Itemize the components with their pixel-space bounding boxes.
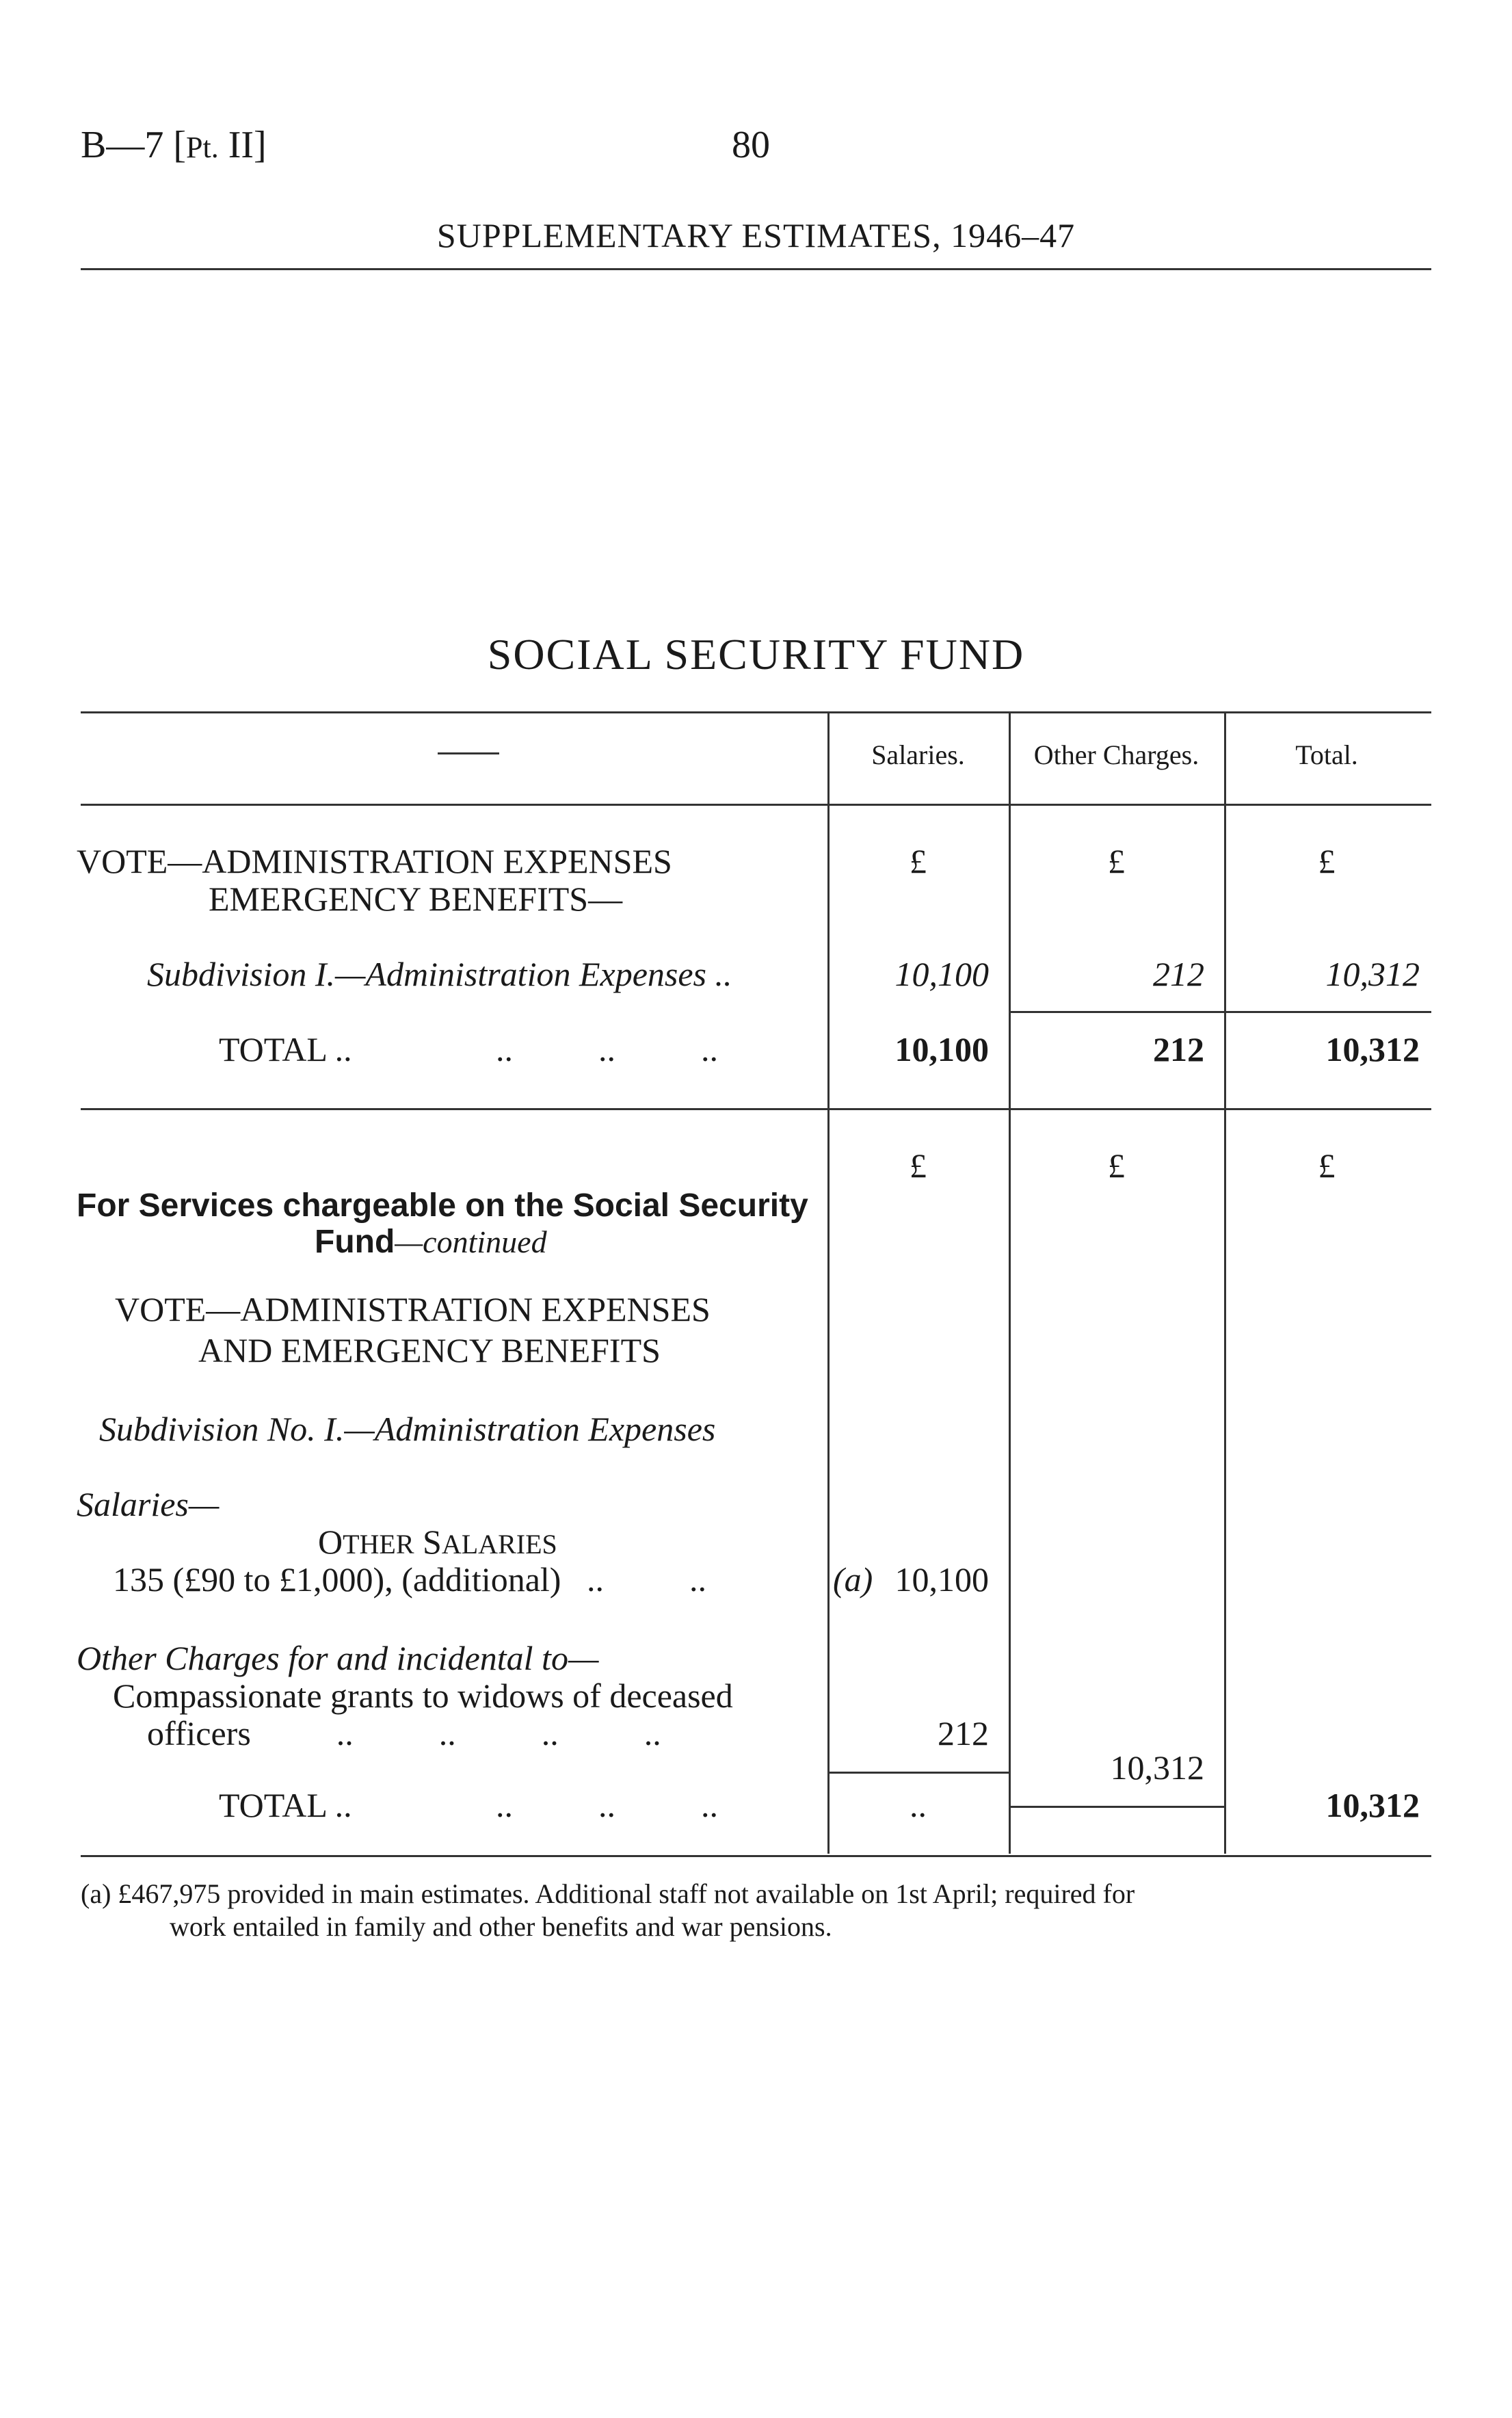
- section1-vote-line1: VOTE—ADMINISTRATION EXPENSES: [77, 842, 672, 880]
- section1-currency-salaries: £: [910, 842, 927, 880]
- section2-services-line2: [315, 1221, 547, 1261]
- section1-total-salaries: 10,100: [894, 1030, 989, 1068]
- column-header-other-charges: Other Charges.: [1033, 739, 1199, 770]
- column-divider-salaries: [827, 711, 830, 1854]
- section2-other-subtotal-rule: [1009, 1806, 1224, 1808]
- section2-salary-entry: [833, 1560, 873, 1599]
- section1-subdivision-other: 212: [1153, 955, 1204, 993]
- section2-currency-other: £: [1108, 1146, 1125, 1185]
- section2-total-total: 10,312: [1325, 1786, 1420, 1824]
- document-reference: [81, 123, 267, 167]
- other-salaries-s: S: [423, 1523, 442, 1561]
- ref-prefix: B—7 [: [81, 124, 186, 166]
- table-top-rule: [81, 711, 1431, 713]
- column-header-salaries: Salaries.: [871, 739, 965, 770]
- section2-subdivision: Subdivision No. I.—Administration Expenses: [99, 1410, 716, 1448]
- salary-footnote-marker: (a): [833, 1560, 873, 1599]
- section1-vote-line2: EMERGENCY BENEFITS—: [209, 880, 623, 918]
- section1-total-leaders: .. .. ..: [496, 1030, 718, 1068]
- section2-other-subtotal: 10,312: [1110, 1748, 1204, 1787]
- column-header-rule: [81, 804, 1431, 806]
- ref-part: Pt.: [186, 131, 219, 164]
- section2-currency-total: £: [1318, 1146, 1336, 1185]
- table-bottom-rule: [81, 1855, 1431, 1857]
- section2-grants-line2: officers .. .. .. ..: [147, 1714, 661, 1752]
- footnote-line2: work entailed in family and other benefits and war pensions.: [170, 1911, 832, 1942]
- section2-services-continued: —continued: [395, 1224, 547, 1259]
- header-rule: [81, 268, 1431, 270]
- section1-subtotal-rule: [1009, 1011, 1431, 1013]
- section2-total-label: TOTAL ..: [219, 1786, 352, 1824]
- column-divider-other: [1009, 711, 1011, 1854]
- page-title: SUPPLEMENTARY ESTIMATES, 1946–47: [436, 216, 1076, 254]
- column-header-total: Total.: [1295, 739, 1358, 770]
- section2-grants-line1: Compassionate grants to widows of deceased: [113, 1677, 733, 1715]
- section2-other-heading: Other Charges for and incidental to—: [77, 1639, 599, 1677]
- section2-salaries-subtotal-rule: [827, 1772, 1009, 1774]
- fund-title: SOCIAL SECURITY FUND: [487, 630, 1025, 679]
- footnote-line1: (a) £467,975 provided in main estimates. Additional staff not available on 1st April; required for: [81, 1878, 1135, 1909]
- section1-currency-other: £: [1108, 842, 1125, 880]
- section1-subdivision-label: Subdivision I.—Administration Expenses ..: [147, 955, 732, 993]
- other-salaries-o: O: [318, 1523, 343, 1561]
- footnote: [81, 1878, 1435, 1943]
- section1-total-total: 10,312: [1325, 1030, 1420, 1068]
- page-number: 80: [732, 124, 770, 166]
- section2-salary-value: 10,100: [894, 1560, 989, 1599]
- section2-currency-salaries: £: [910, 1146, 927, 1185]
- section2-salaries-heading: Salaries—: [77, 1485, 220, 1523]
- column-divider-total: [1224, 711, 1226, 1854]
- section1-currency-total: £: [1318, 842, 1336, 880]
- section2-salary-item: 135 (£90 to £1,000), (additional) .. ..: [113, 1560, 706, 1599]
- section1-total-text: TOTAL ..: [219, 1030, 352, 1068]
- section1-subdivision-salaries: 10,100: [894, 955, 989, 993]
- section2-grants-value: 212: [938, 1714, 989, 1752]
- other-salaries-alaries: ALARIES: [441, 1529, 557, 1560]
- section2-vote-line2: AND EMERGENCY BENEFITS: [198, 1331, 661, 1369]
- section2-other-salaries-heading: [318, 1522, 557, 1562]
- section2-services-fund: Fund: [315, 1224, 395, 1260]
- section2-total-salaries: ..: [910, 1786, 927, 1824]
- section2-vote-line1: VOTE—ADMINISTRATION EXPENSES: [115, 1290, 711, 1328]
- other-salaries-ther: THER: [343, 1529, 414, 1560]
- ref-suffix: II]: [218, 124, 267, 166]
- section1-subdivision-total: 10,312: [1325, 955, 1420, 993]
- section2-total-leaders: .. .. ..: [496, 1786, 718, 1824]
- section1-total-label: [219, 1029, 352, 1069]
- blank-column-dash: [438, 752, 499, 754]
- section1-total-other: 212: [1153, 1030, 1204, 1068]
- section2-services-line1: For Services chargeable on the Social Security: [77, 1187, 808, 1224]
- section-divider-rule: [81, 1108, 1431, 1110]
